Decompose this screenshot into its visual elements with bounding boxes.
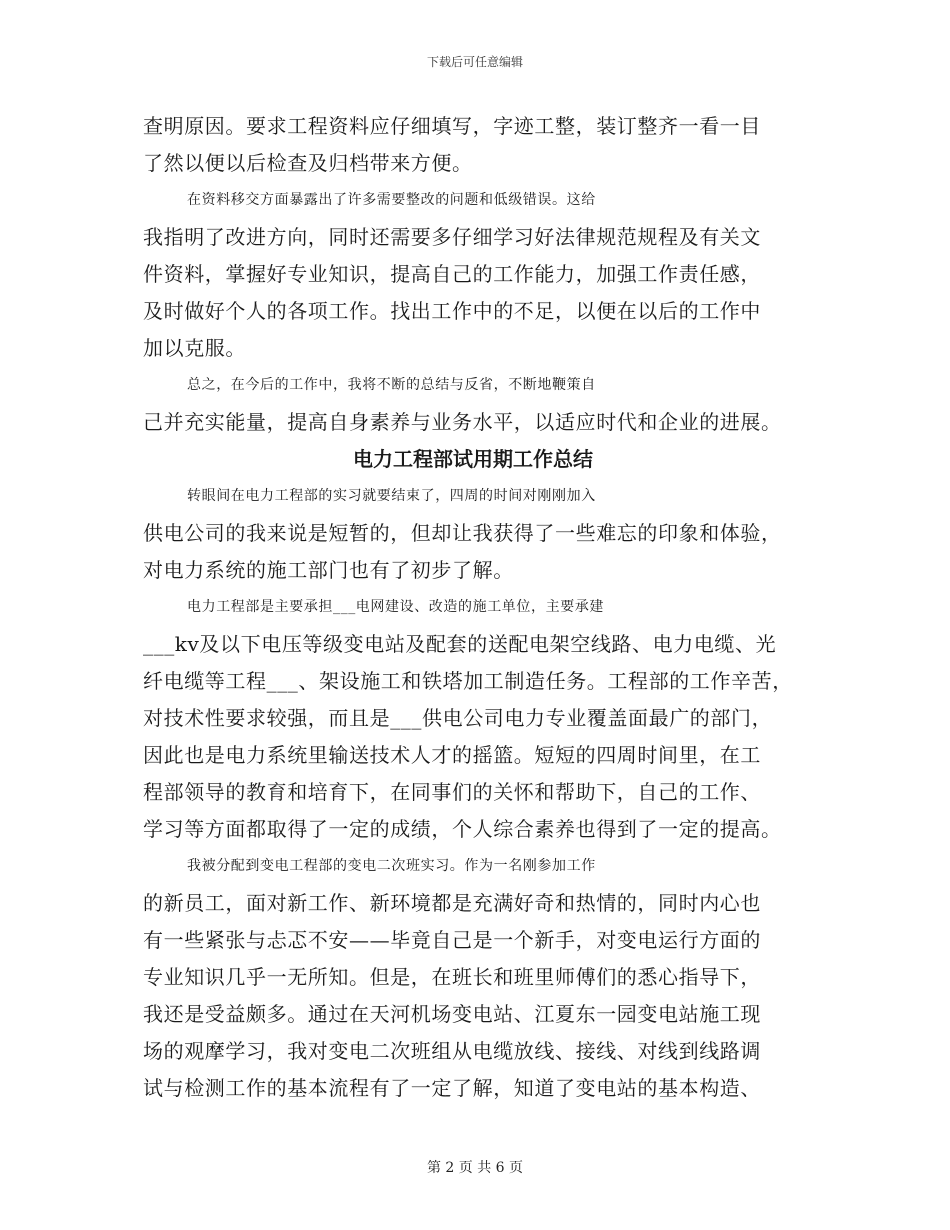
paragraph-start-line: 总之，在今后的工作中，我将不断的总结与反省，不断地鞭策自 xyxy=(187,377,596,393)
text-line: 纤电缆等工程___、架设施工和铁塔加工制造任务。工程部的工作辛苦， xyxy=(143,669,793,693)
text-line: 对电力系统的施工部门也有了初步了解。 xyxy=(143,558,514,582)
text-line: 程部领导的教育和培育下，在同事们的关怀和帮助下，自己的工作、 xyxy=(143,780,761,804)
text-line: 我还是受益颇多。通过在天河机场变电站、江夏东一园变电站施工现 xyxy=(143,1002,761,1026)
text-line: 件资料，掌握好专业知识，提高自己的工作能力，加强工作责任感， xyxy=(143,262,761,286)
text-line: 我指明了改进方向，同时还需要多仔细学习好法律规范规程及有关文 xyxy=(143,225,761,249)
paragraph-start-line: 电力工程部是主要承担___电网建设、改造的施工单位，主要承建 xyxy=(187,599,604,615)
text-line: 对技术性要求较强，而且是___供电公司电力专业覆盖面最广的部门， xyxy=(143,706,773,730)
text-line: 因此也是电力系统里输送技术人才的摇篮。短短的四周时间里，在工 xyxy=(143,743,761,767)
paragraph-start-line: 在资料移交方面暴露出了许多需要整改的问题和低级错误。这给 xyxy=(187,192,596,208)
paragraph-start-line: 我被分配到变电工程部的变电二次班实习。作为一名刚参加工作 xyxy=(187,858,596,874)
section-heading: 电力工程部试用期工作总结 xyxy=(353,447,593,471)
text-line: ___kv及以下电压等级变电站及配套的送配电架空线路、电力电缆、光 xyxy=(143,632,777,656)
text-line: 的新员工，面对新工作、新环境都是充满好奇和热情的，同时内心也 xyxy=(143,891,761,915)
text-line: 及时做好个人的各项工作。找出工作中的不足，以便在以后的工作中 xyxy=(143,299,761,323)
text-line: 查明原因。要求工程资料应仔细填写，字迹工整，装订整齐一看一目 xyxy=(143,114,761,138)
document-body xyxy=(143,108,813,1107)
text-line: 了然以便以后检查及归档带来方便。 xyxy=(143,151,473,175)
text-line: 场的观摩学习，我对变电二次班组从电缆放线、接线、对线到线路调 xyxy=(143,1039,761,1063)
page-header: 下载后可任意编辑 xyxy=(426,55,523,69)
text-line: 己并充实能量，提高自身素养与业务水平，以适应时代和企业的进展。 xyxy=(143,410,782,434)
text-line: 试与检测工作的基本流程有了一定了解，知道了变电站的基本构造、 xyxy=(143,1076,761,1100)
text-line: 供电公司的我来说是短暂的，但却让我获得了一些难忘的印象和体验， xyxy=(143,521,782,545)
text-line: 学习等方面都取得了一定的成绩，个人综合素养也得到了一定的提高。 xyxy=(143,817,782,841)
page-footer: 第 2 页 共 6 页 xyxy=(426,1160,524,1176)
text-line: 专业知识几乎一无所知。但是，在班长和班里师傅们的悉心指导下， xyxy=(143,965,761,989)
paragraph-start-line: 转眼间在电力工程部的实习就要结束了，四周的时间对刚刚加入 xyxy=(187,488,596,504)
text-line: 有一些紧张与忐忑不安——毕竟自己是一个新手，对变电运行方面的 xyxy=(143,928,761,952)
text-line: 加以克服。 xyxy=(143,336,246,360)
